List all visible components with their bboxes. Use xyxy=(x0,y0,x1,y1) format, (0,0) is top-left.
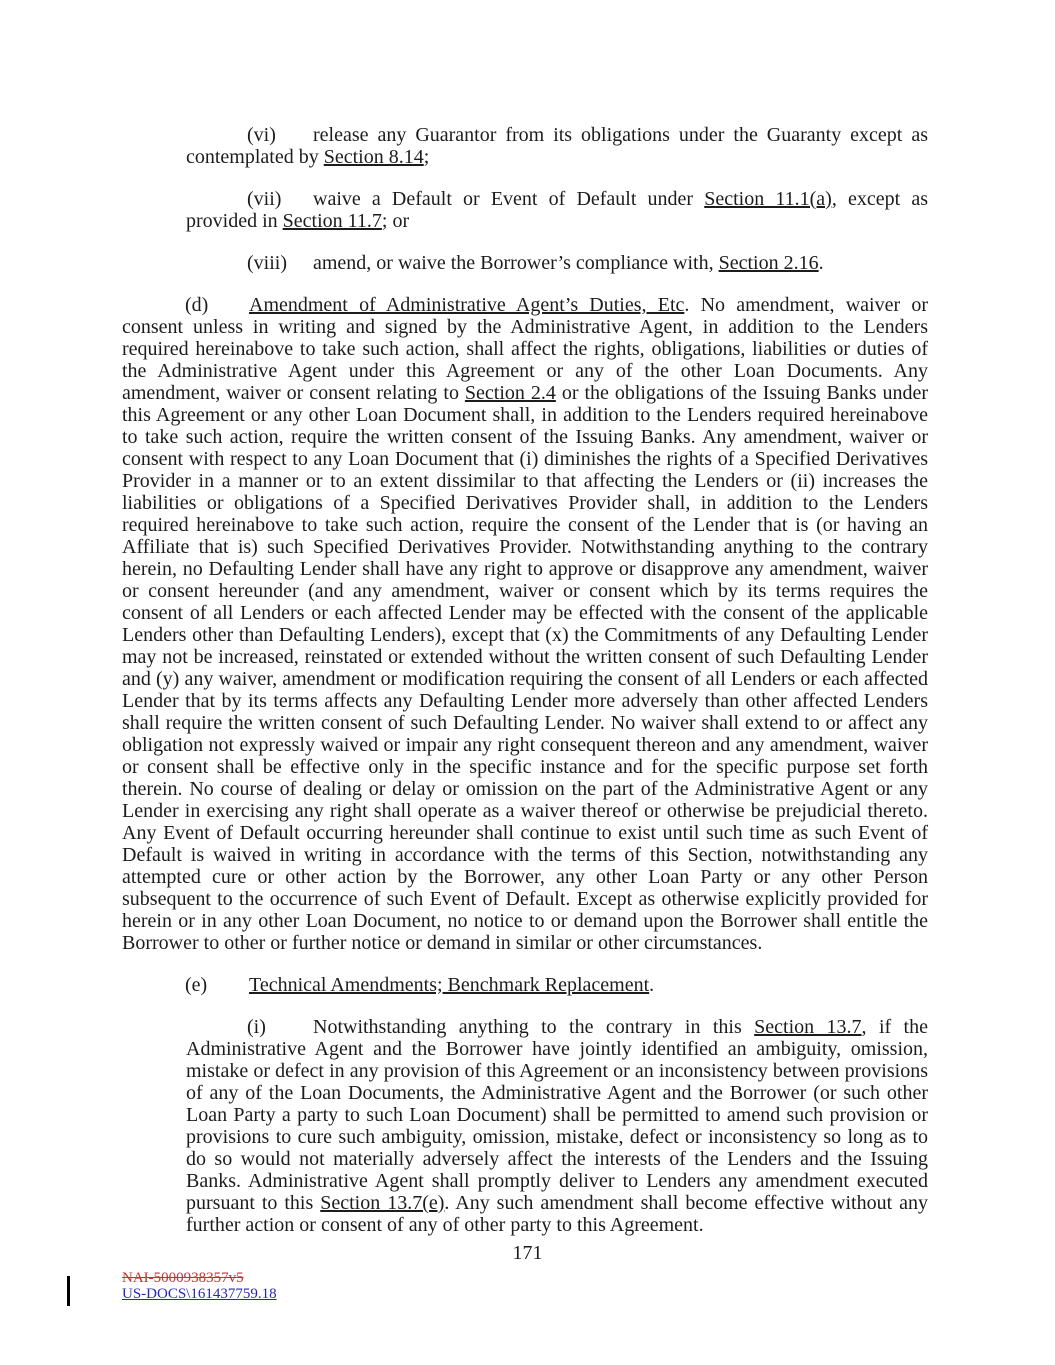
clause-vi-label: (vi) xyxy=(247,124,276,146)
section-ref-11-7: Section 11.7 xyxy=(282,210,382,232)
section-ref-8-14: Section 8.14 xyxy=(323,146,424,168)
text-run: . xyxy=(649,974,655,996)
revision-change-bar xyxy=(67,1276,70,1306)
clause-e-label: (e) xyxy=(185,974,208,996)
clause-d-label: (d) xyxy=(185,294,209,316)
section-ref-13-7: Section 13.7 xyxy=(754,1016,862,1038)
text-run: release any Guarantor from its obligations under the Guaranty except as contemplated by xyxy=(186,124,928,168)
section-ref-13-7e: Section 13.7(e) xyxy=(320,1192,445,1214)
text-run: . No amendment, waiver or consent unless in writing and signed by the Administrative Agent, in addition to the Lenders required hereinabove to take such action, shall affect the rights, obligations, liabilities or duties of the Administrative Agent under this Agreement or any of the other Loan Documents. Any amendment, waiver or consent relating to xyxy=(122,294,928,404)
page-number: 171 xyxy=(512,1242,543,1264)
clause-e xyxy=(122,974,928,996)
text-run: , except as provided in xyxy=(186,188,928,232)
clause-e-heading: Technical Amendments; Benchmark Replacement xyxy=(249,974,650,996)
section-ref-11-1a: Section 11.1(a) xyxy=(704,188,832,210)
clause-vii-label: (vii) xyxy=(247,188,282,210)
clause-e-i xyxy=(186,1016,928,1236)
clause-vi xyxy=(186,124,928,168)
text-run: ; or xyxy=(381,210,410,232)
text-run: . xyxy=(818,252,824,274)
text-run: amend, or waive the Borrower’s compliance with, xyxy=(313,252,719,274)
footer xyxy=(122,1271,277,1302)
text-run: waive a Default or Event of Default under xyxy=(313,188,705,210)
section-ref-2-16: Section 2.16 xyxy=(718,252,819,274)
text-run: . Any such amendment shall become effective without any further action or consent of any of other party to this Agreement. xyxy=(186,1192,928,1236)
clause-viii xyxy=(186,252,928,274)
footer-doc-id-inserted: US-DOCS\161437759.18 xyxy=(122,1285,277,1302)
section-ref-2-4: Section 2.4 xyxy=(464,382,556,404)
clause-vii xyxy=(186,188,928,232)
text-run: , if the Administrative Agent and the Borrower have jointly identified an ambiguity, omission, mistake or defect in any provision of this Agreement or an inconsistency between provisions of any of the Loan Documents, the Administrative Agent and the Borrower (or such other Loan Party a party to such Loan Document) shall be permitted to amend such provision or provisions to cure such ambiguity, omission, mistake, defect or inconsistency so long as to do so would not materially adversely affect the interests of the Lenders and the Issuing Banks. Administrative Agent shall promptly deliver to Lenders any amendment executed pursuant to this xyxy=(186,1016,928,1214)
page-content xyxy=(122,124,928,1256)
text-run: ; xyxy=(423,146,430,168)
clause-viii-label: (viii) xyxy=(247,252,287,274)
footer-doc-id-deleted: NAI-5000938357v5 xyxy=(122,1270,244,1286)
clause-d-heading: Amendment of Administrative Agent’s Duties, Etc xyxy=(249,294,685,316)
text-run: or the obligations of the Issuing Banks under this Agreement or any other Loan Document shall, in addition to the Lenders required hereinabove to take such action, require the written consent of the Issuing Banks. Any amendment, waiver or consent with respect to any Loan Document that (i) diminishes the rights of a Specified Derivatives Provider in a manner or to an extent dissimilar to that affecting the Lenders or (ii) increases the liabilities or obligations of a Specified Derivatives Provider shall, in addition to the Lenders required hereinabove to take such action, require the consent of the Lender that is (or having an Affiliate that is) such Specified Derivatives Provider. Notwithstanding anything to the contrary herein, no Defaulting Lender shall have any right to approve or disapprove any amendment, waiver or consent hereunder (and any amendment, waiver or consent which by its terms requires the consent of all Lenders or each affected Lender may be effected with the consent of the applicable Lenders other than Defaulting Lenders), except that (x) the Commitments of any Defaulting Lender may not be increased, reinstated or extended without the written consent of such Defaulting Lender and (y) any waiver, amendment or modification requiring the consent of all Lenders or each affected Lender that by its terms affects any Defaulting Lender more adversely than other affected Lenders shall require the written consent of such Defaulting Lender. No waiver shall extend to or affect any obligation not expressly waived or impair any right consequent thereon and any amendment, waiver or consent shall be effective only in the specific instance and for the specific purpose set forth therein. No course of dealing or delay or omission on the part of the Administrative Agent or any Lender in exercising any right shall operate as a waiver thereof or otherwise be prejudicial thereto. Any Event of Default occurring hereunder shall continue to exist until such time as such Event of Default is waived in writing in accordance with the terms of this Section, notwithstanding any attempted cure or other action by the Borrower, any other Loan Party or any other Person subsequent to the occurrence of such Event of Default. Except as otherwise explicitly provided for herein or in any other Loan Document, no notice to or demand upon the Borrower shall entitle the Borrower to other or further notice or demand in similar or other circumstances. xyxy=(122,382,928,954)
text-run: Notwithstanding anything to the contrary in this xyxy=(313,1016,755,1038)
clause-e-i-label: (i) xyxy=(247,1016,266,1038)
clause-d xyxy=(122,294,928,954)
